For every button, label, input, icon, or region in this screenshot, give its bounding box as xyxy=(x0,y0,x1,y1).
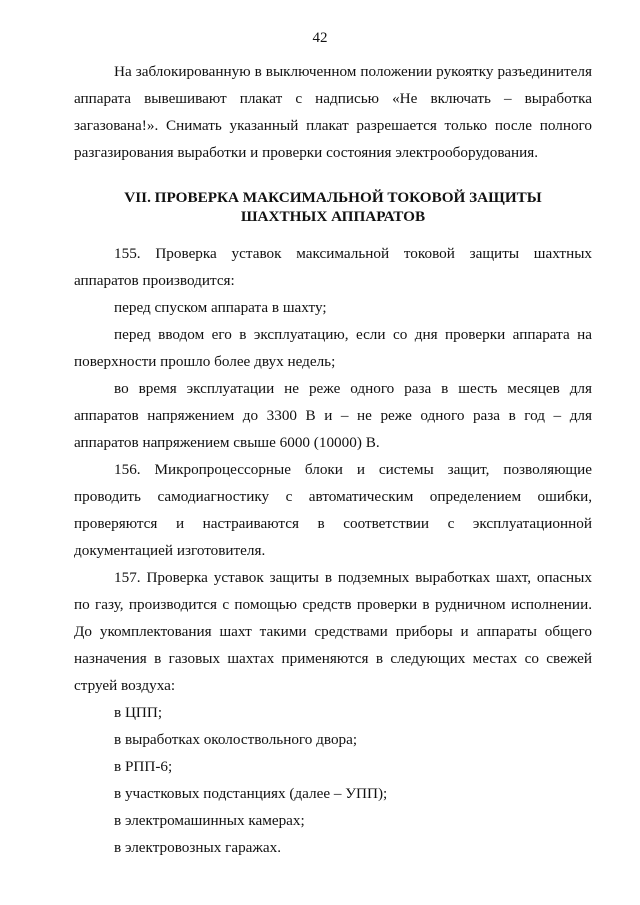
list-item: в РПП-6; xyxy=(114,758,173,775)
list-item: в участковых подстанциях (далее – УПП); xyxy=(114,785,388,802)
document-body xyxy=(74,58,592,861)
paragraph-157: 157. Проверка уставок защиты в подземных выработках шахт, опасных по газу, производится с помощью средств проверки в рудничном исполнении. До укомплектования шахт такими средствами приборы и аппараты общего назначения в газовых шахтах применяются в следующих местах со свежей струей воздуха: xyxy=(74,569,592,694)
paragraph-156: 156. Микропроцессорные блоки и системы защит, позволяющие проводить самодиагностику с автоматическим определением ошибки, проверяются и настраиваются в соответствии с эксплуатационной документацией изготовителя. xyxy=(74,461,592,559)
list-item: перед вводом его в эксплуатацию, если со дня проверки аппарата на поверхности прошло более двух недель; xyxy=(74,326,592,370)
paragraph-155: 155. Проверка уставок максимальной токовой защиты шахтных аппаратов производится: xyxy=(74,245,592,289)
section-heading: VII. ПРОВЕРКА МАКСИМАЛЬНОЙ ТОКОВОЙ ЗАЩИТЫ ШАХТНЫХ АППАРАТОВ xyxy=(124,189,542,225)
list-item: в выработках околоствольного двора; xyxy=(114,731,358,748)
list-item: в ЦПП; xyxy=(114,704,163,721)
list-item: в электромашинных камерах; xyxy=(114,812,305,829)
page-number: 42 xyxy=(312,30,328,46)
list-item: перед спуском аппарата в шахту; xyxy=(114,299,327,316)
intro-paragraph: На заблокированную в выключенном положении рукоятку разъединителя аппарата вывешивают плакат с надписью «Не включать – выработка загазована!». Снимать указанный плакат разрешается только после полного разгазирования выработки и проверки состояния электрооборудования. xyxy=(74,63,592,161)
list-item: во время эксплуатации не реже одного раза в шесть месяцев для аппаратов напряжением до 3300 В и – не реже одного раза в год – для аппаратов напряжением свыше 6000 (10000) В. xyxy=(74,380,592,451)
list-item: в электровозных гаражах. xyxy=(114,839,282,856)
